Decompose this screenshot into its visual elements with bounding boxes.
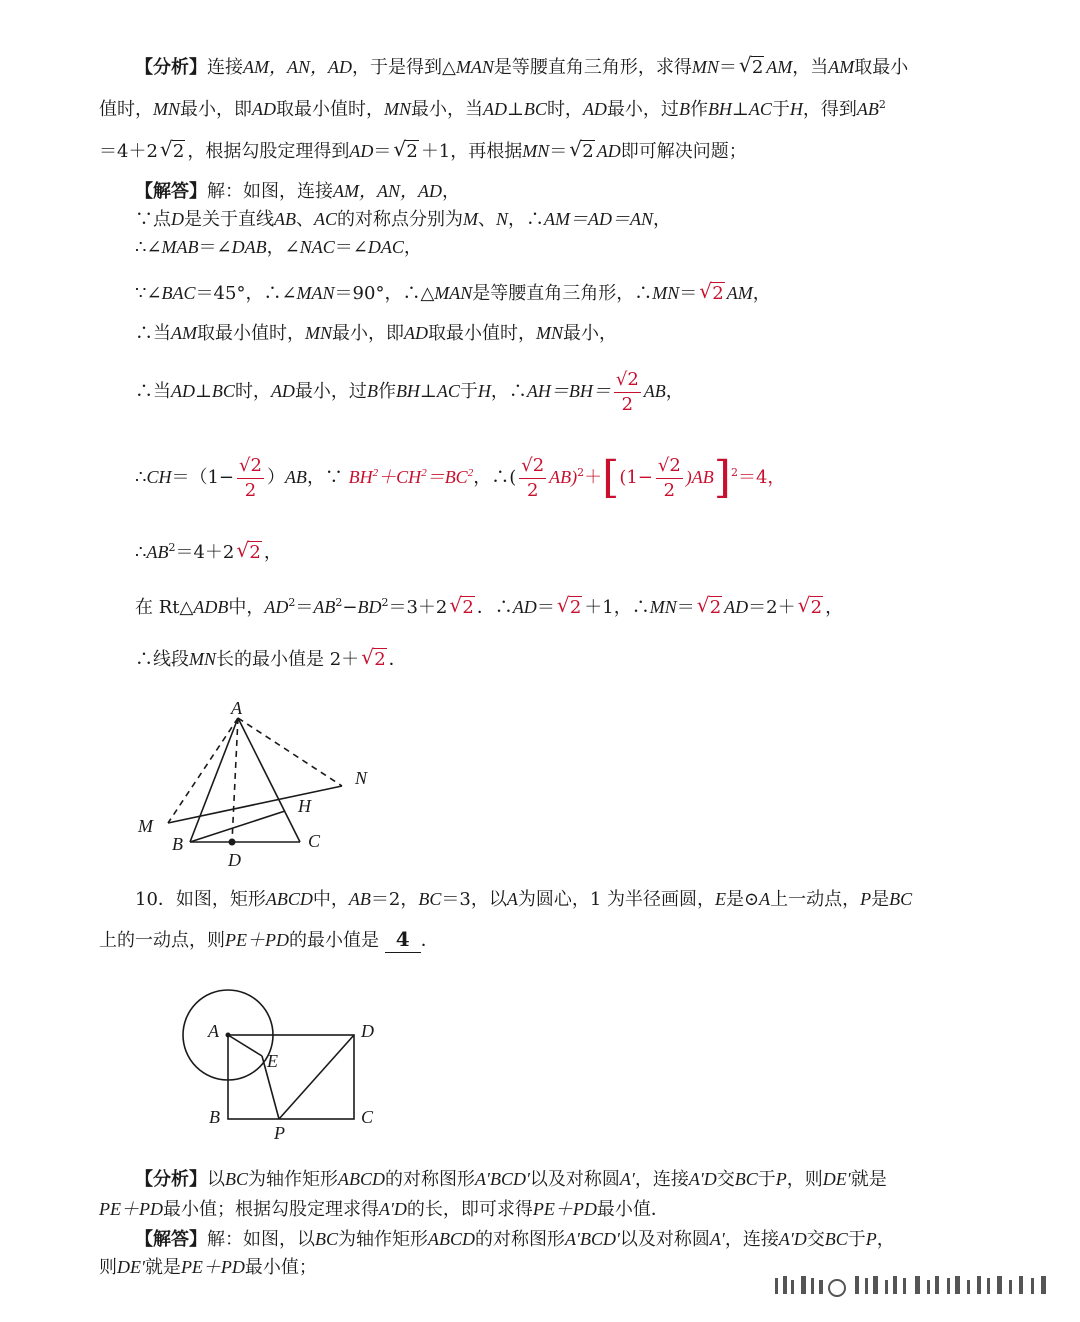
analysis1-line2: 值时，MN最小，即AD取最小值时，MN最小，当AD⊥BC时，AD最小，过B作BH⊥AC于H，得到$AB^2$	[99, 98, 886, 120]
label-N: N	[355, 768, 368, 788]
analysis-tag: 【分析】	[135, 57, 207, 78]
segment-PD	[279, 1035, 354, 1119]
solution2-line2: 则DE′就是PE＋PD最小值；	[99, 1257, 317, 1278]
analysis2-line1: 【分析】以BC为轴作矩形ABCD的对称图形A′BCD′以及对称圆A′，连接A′D交BC于P，则DE′就是	[135, 1169, 887, 1190]
fraction: $\frac{√2}{2}$	[615, 368, 639, 415]
rectangle-circle-figure	[175, 985, 395, 1145]
solution1-line8: $\therefore AB^2=4+2√$ 2 ，	[135, 535, 282, 566]
label-H: H	[298, 796, 311, 816]
analysis2-line2: PE＋PD最小值；根据勾股定理求得A′D的长，即可求得PE＋PD最小值．	[99, 1199, 669, 1220]
label-P: P	[274, 1123, 285, 1143]
label-D: D	[228, 850, 241, 870]
segment-MN	[168, 786, 342, 823]
segment-AN	[238, 718, 342, 786]
solution1-line4: ∵∠BAC＝45°，∴∠MAN＝90°，∴△MAN是等腰直角三角形，∴MN＝√ 2 AM，	[135, 280, 771, 307]
label-A: A	[208, 1021, 219, 1041]
label-C: C	[361, 1107, 374, 1127]
solution1-line10: ∴线段MN长的最小值是 2＋√ 2 ．	[135, 646, 407, 673]
segment-AB	[190, 718, 238, 842]
solution1-line2: ∵点D是关于直线AB、AC的对称点分别为M、N，∴AM＝AD＝AN，	[135, 209, 672, 230]
problem10-line2: 上的一动点，则PE＋PD的最小值是 4 ．	[99, 927, 439, 951]
label-B: B	[209, 1107, 220, 1127]
label-A: A	[231, 698, 242, 718]
analysis1-line1: 【分析】连接AM，AN，AD，于是得到△MAN是等腰直角三角形，求得MN＝√ 2 AM，当AM取最小	[135, 54, 908, 81]
solution1-line1: 【解答】解：如图，连接AM，AN，AD，	[135, 181, 460, 202]
label-E: E	[267, 1051, 278, 1071]
answer-blank: 4	[385, 926, 421, 953]
segment-AD	[232, 718, 238, 842]
solution1-line9: 在 Rt△ADB中，$AD^2=AB^2-BD^2=3+2√$ 2 ．∴AD＝√ 2 ＋1，∴MN＝√ 2 AD＝2＋√ 2 ，	[135, 590, 843, 621]
watermark	[775, 1270, 1060, 1300]
point-D	[229, 839, 236, 846]
problem10-line1: 10．如图，矩形ABCD中，AB＝2，BC＝3，以A为圆心，1 为半径画圆，E是⊙A上一动点，P是BC	[135, 889, 913, 910]
label-M: M	[138, 816, 153, 836]
solution-tag: 【解答】	[135, 181, 207, 202]
label-C: C	[308, 831, 321, 851]
solution2-line1: 【解答】解：如图，以BC为轴作矩形ABCD的对称图形A′BCD′以及对称圆A′，连接A′D交BC于P，	[135, 1229, 895, 1250]
label-B: B	[172, 834, 183, 854]
solution1-line6: ∴当AD⊥BC时，AD最小，过B作BH⊥AC于H，∴AH＝BH＝ $\frac{√2}{2}$ AB，	[135, 368, 684, 415]
segment-AE	[228, 1035, 262, 1056]
triangle-figure	[130, 690, 390, 875]
solution1-line3: ∴∠MAB＝∠DAB，∠NAC＝∠DAC，	[135, 237, 422, 258]
solution1-line7: ∴CH＝（1− $\frac{√2}{2}$ ）AB，∵ $BH^2+CH^2=BC^2$，∴( $\frac{√2}{2}$ AB)$^2$＋[(1− $\frac{√2}{2}$ )AB]$^2$＝4，	[135, 452, 786, 503]
analysis1-line3: ＝4＋2√ 2 ，根据勾股定理得到AD＝√ 2 ＋1，再根据MN＝√ 2 AD即可解决问题；	[99, 138, 747, 165]
solution1-line5: ∴当AM取最小值时，MN最小，即AD取最小值时，MN最小，	[135, 323, 617, 344]
label-D: D	[361, 1021, 374, 1041]
point-A	[226, 1033, 231, 1038]
sqrt-2: √ 2	[739, 55, 764, 81]
